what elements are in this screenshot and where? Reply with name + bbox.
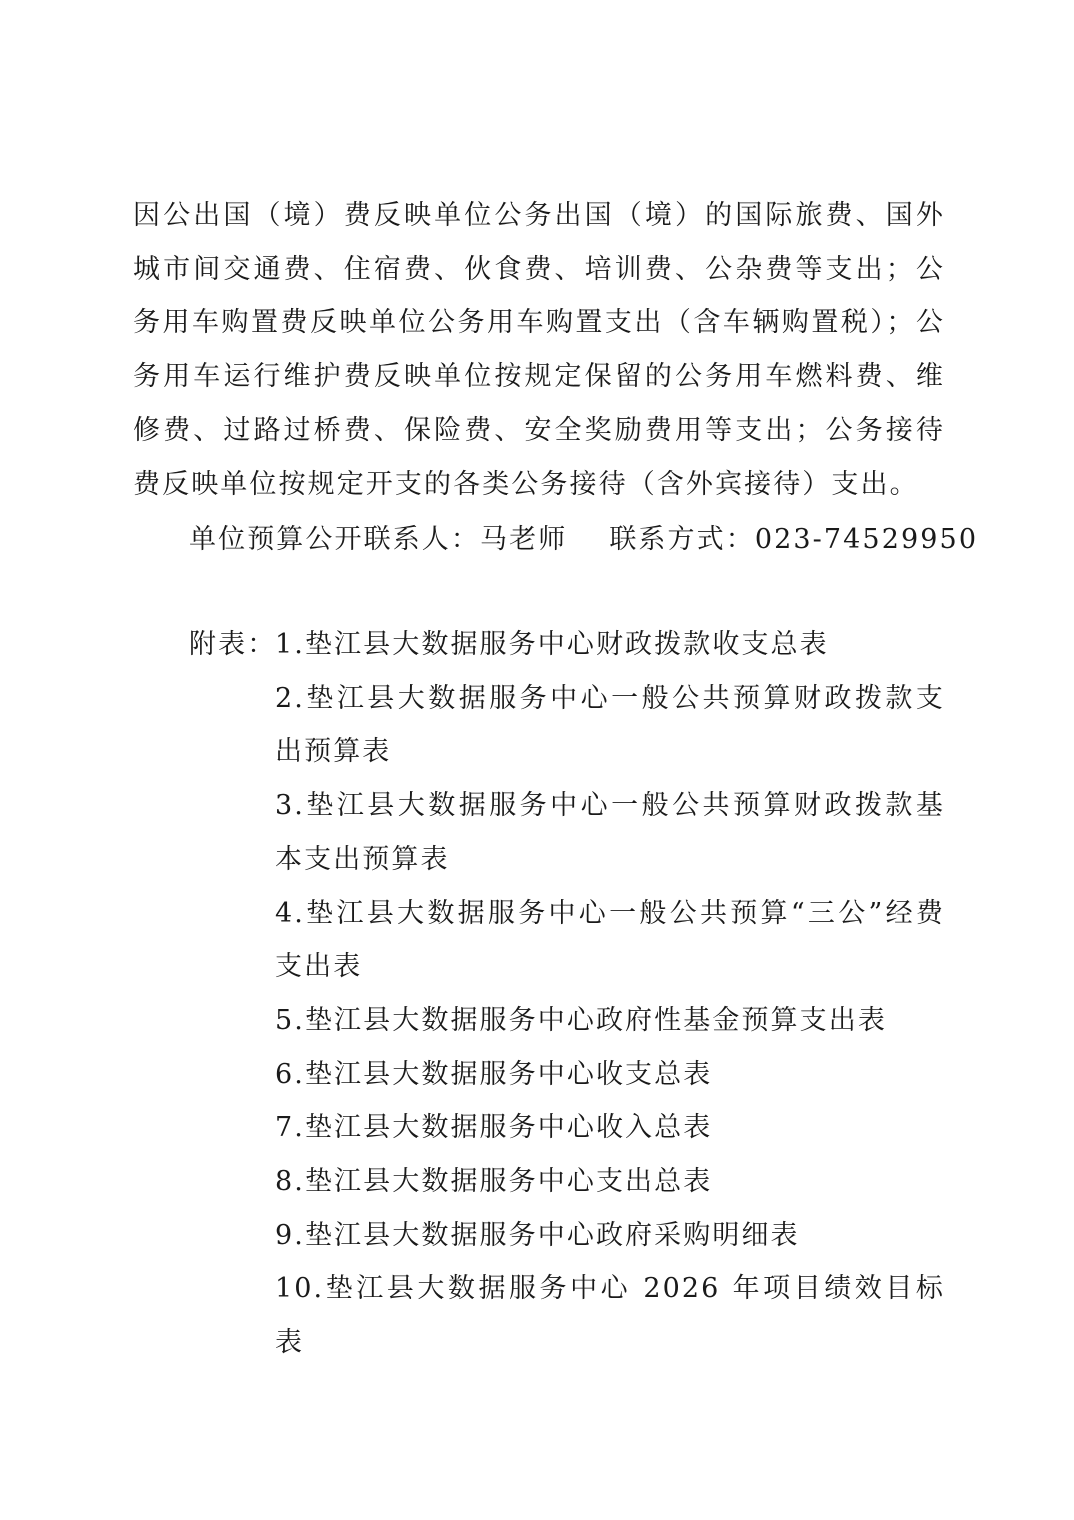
attachment-item: 6.垫江县大数据服务中心收支总表 bbox=[275, 1058, 713, 1090]
contact-line bbox=[189, 513, 979, 567]
contact-method-label: 联系方式： bbox=[609, 524, 755, 555]
attachment-item: 1.垫江县大数据服务中心财政拨款收支总表 bbox=[275, 629, 829, 660]
attachment-item: 4.垫江县大数据服务中心一般公共预算“三公”经费支出表 bbox=[275, 897, 945, 983]
attachment-item: 5.垫江县大数据服务中心政府性基金预算支出表 bbox=[275, 1004, 887, 1036]
attachment-item: 7.垫江县大数据服务中心收入总表 bbox=[275, 1112, 713, 1144]
contact-person-label: 单位预算公开联系人： bbox=[189, 524, 480, 555]
attachment-item: 8.垫江县大数据服务中心支出总表 bbox=[275, 1166, 713, 1198]
expense-explanation-paragraph: 因公出国（境）费反映单位公务出国（境）的国际旅费、国外城市间交通费、住宿费、伙食费、培训费、公杂费等支出；公务用车购置费反映单位公务用车购置支出（含车辆购置税）；公务用车运行维护费反映单位按规定保留的公务用车燃料费、维修费、过路过桥费、保险费、安全奖励费用等支出；公务接待费反映单位按规定开支的各类公务接待（含外宾接待）支出。 bbox=[133, 200, 945, 500]
contact-phone: 023-74529950 bbox=[754, 524, 979, 555]
attachments-list bbox=[275, 618, 945, 1370]
contact-person-name: 马老师 bbox=[480, 524, 568, 555]
attachment-item: 3.垫江县大数据服务中心一般公共预算财政拨款基本支出预算表 bbox=[275, 790, 945, 875]
attachments-label: 附表： bbox=[189, 629, 277, 660]
attachment-item: 2.垫江县大数据服务中心一般公共预算财政拨款支出预算表 bbox=[275, 682, 945, 768]
attachment-item: 9.垫江县大数据服务中心政府采购明细表 bbox=[275, 1219, 800, 1251]
attachment-item: 10.垫江县大数据服务中心 2026 年项目绩效目标表 bbox=[275, 1273, 945, 1359]
